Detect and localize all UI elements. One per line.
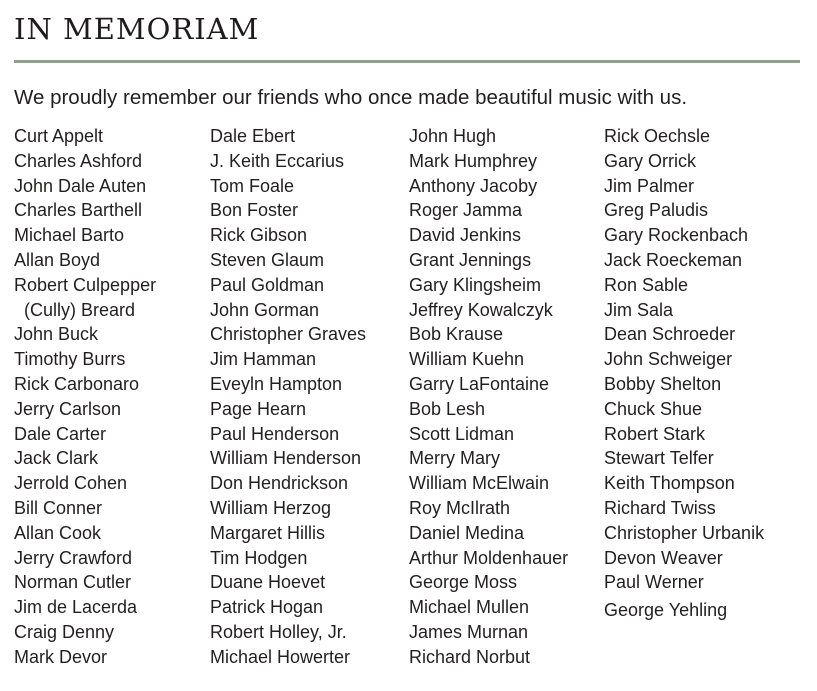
name-entry: Mark Devor [14,646,108,667]
name-entry: Arthur Moldenhauer [409,547,569,568]
name-entry: John Hugh [409,126,497,146]
name-entry: Greg Paludis [604,200,709,221]
name-entry: Tom Foale [210,175,295,196]
name-entry: Jerry Carlson [14,398,122,419]
name-entry: Grant Jennings [409,249,532,270]
name-entry: Christopher Graves [210,324,367,345]
name-entry: Patrick Hogan [210,597,324,618]
name-entry: Keith Thompson [604,473,735,494]
name-entry: Gary Orrick [604,150,696,171]
name-entry: Rick Oechsle [604,126,711,146]
name-entry: Duane Hoevet [210,572,326,593]
name-entry: Steven Glaum [210,249,325,270]
name-entry: Devon Weaver [604,547,723,568]
name-entry: Dale Ebert [210,126,296,146]
name-entry: Christopher Urbanik [604,522,765,543]
name-entry: Bill Conner [14,497,103,518]
name-entry: Roy McIlrath [409,497,511,518]
name-entry: Allan Cook [14,522,102,543]
name-entry: Dale Carter [14,423,107,444]
name-entry: Rick Carbonaro [14,373,140,394]
name-entry: Jerrold Cohen [14,473,128,494]
name-entry: William Herzog [210,497,332,518]
names-column-2 [210,124,366,670]
name-entry: Jeffrey Kowalczyk [409,299,553,320]
name-entry: Gary Rockenbach [604,225,749,246]
name-entry: William Henderson [210,448,362,469]
name-entry: George Yehling [604,600,728,621]
names-column-1 [14,124,156,670]
name-entry: Robert Holley, Jr. [210,621,347,642]
name-entry: John Schweiger [604,349,733,370]
name-entry: Anthony Jacoby [409,175,538,196]
name-entry: Jack Clark [14,448,99,469]
name-entry: James Murnan [409,621,529,642]
name-entry: J. Keith Eccarius [210,150,345,171]
name-entry: David Jenkins [409,225,522,246]
name-entry: Richard Norbut [409,646,531,667]
name-entry: Margaret Hillis [210,522,326,543]
name-entry: Chuck Shue [604,398,703,419]
names-column-4 [604,124,764,623]
name-entry: Daniel Medina [409,522,525,543]
page-title: IN MEMORIAM [14,12,260,46]
name-entry: Paul Goldman [210,274,325,295]
name-entry: Paul Werner [604,572,704,593]
name-entry: Bon Foster [210,200,299,221]
name-entry: Charles Ashford [14,150,143,171]
name-entry: Rick Gibson [210,225,308,246]
name-entry: Robert Stark [604,423,706,444]
name-entry: Merry Mary [409,448,500,469]
name-entry: Mark Humphrey [409,150,538,171]
name-entry: Robert Culpepper [14,274,157,295]
name-entry: Roger Jamma [409,200,523,221]
name-entry: Garry LaFontaine [409,373,550,394]
name-entry: Timothy Burrs [14,349,126,370]
name-entry: (Cully) Breard [24,299,136,320]
name-entry: Bob Lesh [409,398,486,419]
name-entry: Bobby Shelton [604,373,722,394]
title-divider [14,60,800,63]
name-entry: Jack Roeckeman [604,249,743,270]
name-entry: Scott Lidman [409,423,515,444]
name-entry: Dean Schroeder [604,324,736,345]
name-entry: Craig Denny [14,621,115,642]
name-entry: George Moss [409,572,518,593]
name-entry: Norman Cutler [14,572,132,593]
name-entry: Ron Sable [604,274,689,295]
name-entry: Gary Klingsheim [409,274,542,295]
name-entry: Page Hearn [210,398,307,419]
name-entry: Tim Hodgen [210,547,308,568]
name-entry: William Kuehn [409,349,525,370]
name-entry: Michael Mullen [409,597,530,618]
name-entry: William McElwain [409,473,550,494]
name-entry: Bob Krause [409,324,504,345]
name-entry: Michael Howerter [210,646,351,667]
names-column-3 [409,124,568,670]
name-entry: Jim de Lacerda [14,597,138,618]
name-entry: Paul Henderson [210,423,340,444]
name-entry: John Gorman [210,299,320,320]
name-entry: Jerry Crawford [14,547,133,568]
name-entry: Eveyln Hampton [210,373,343,394]
name-entry: Richard Twiss [604,497,716,518]
name-entry: Jim Palmer [604,175,695,196]
name-entry: Jim Hamman [210,349,317,370]
name-entry: John Buck [14,324,99,345]
name-entry: John Dale Auten [14,175,147,196]
name-entry: Jim Sala [604,299,674,320]
intro-text: We proudly remember our friends who once made beautiful music with us. [14,86,688,109]
name-entry: Stewart Telfer [604,448,714,469]
name-entry: Allan Boyd [14,249,101,270]
name-entry: Michael Barto [14,225,125,246]
name-entry: Don Hendrickson [210,473,349,494]
name-entry: Curt Appelt [14,126,104,146]
name-entry: Charles Barthell [14,200,143,221]
